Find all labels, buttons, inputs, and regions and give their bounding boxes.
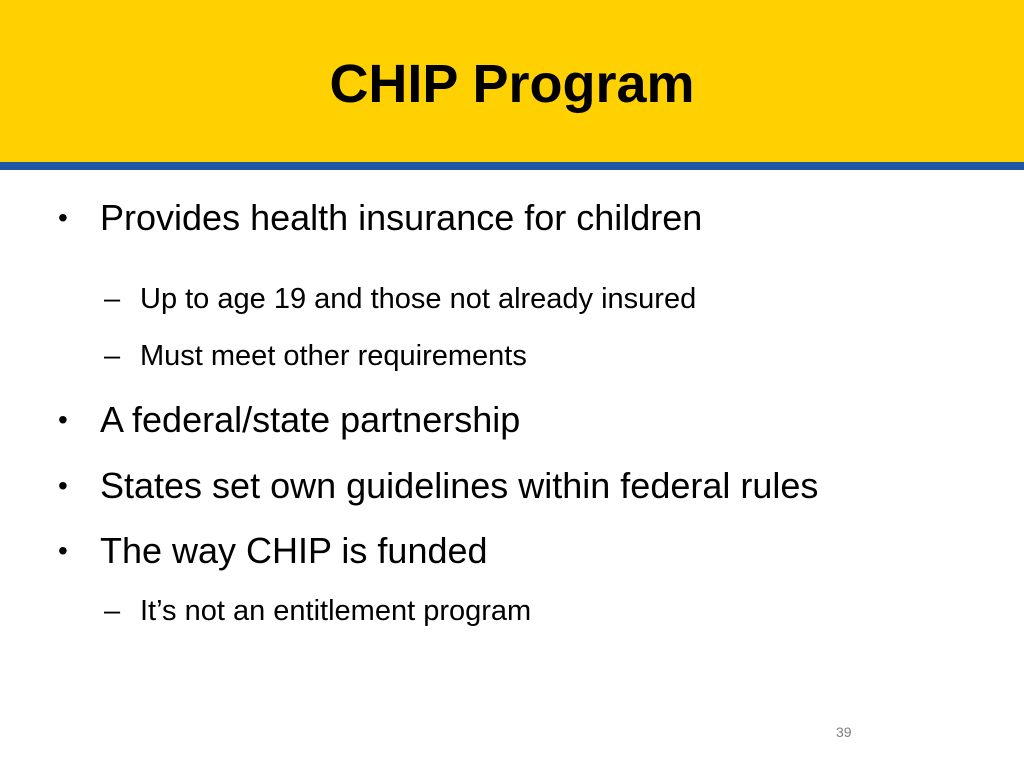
sub-bullet-text: Up to age 19 and those not already insured xyxy=(140,283,697,315)
sub-bullet-item xyxy=(0,593,1024,629)
bullet-text: A federal/state partnership xyxy=(100,399,521,440)
bullet-dot-icon: • xyxy=(58,404,68,435)
bullet-dot-icon: • xyxy=(58,202,68,233)
bullet-text: Provides health insurance for children xyxy=(100,197,703,238)
dash-icon: – xyxy=(104,340,121,372)
bullet-item xyxy=(0,398,1024,442)
slide-title: CHIP Program xyxy=(329,54,695,114)
bullet-text: The way CHIP is funded xyxy=(100,530,488,571)
dash-icon: – xyxy=(104,283,121,315)
sub-bullet-item xyxy=(0,281,1024,317)
bullet-item xyxy=(0,196,1024,240)
page-number: 39 xyxy=(836,724,852,740)
bullet-dot-icon: • xyxy=(58,535,68,566)
bullet-text: States set own guidelines within federal rules xyxy=(100,465,819,506)
dash-icon: – xyxy=(104,595,121,627)
sub-bullet-item xyxy=(0,338,1024,374)
bullet-dot-icon: • xyxy=(58,470,68,501)
sub-bullet-text: Must meet other requirements xyxy=(140,340,527,372)
sub-bullet-text: It’s not an entitlement program xyxy=(140,595,532,627)
bullet-item xyxy=(0,529,1024,573)
bullet-item xyxy=(0,464,1024,508)
